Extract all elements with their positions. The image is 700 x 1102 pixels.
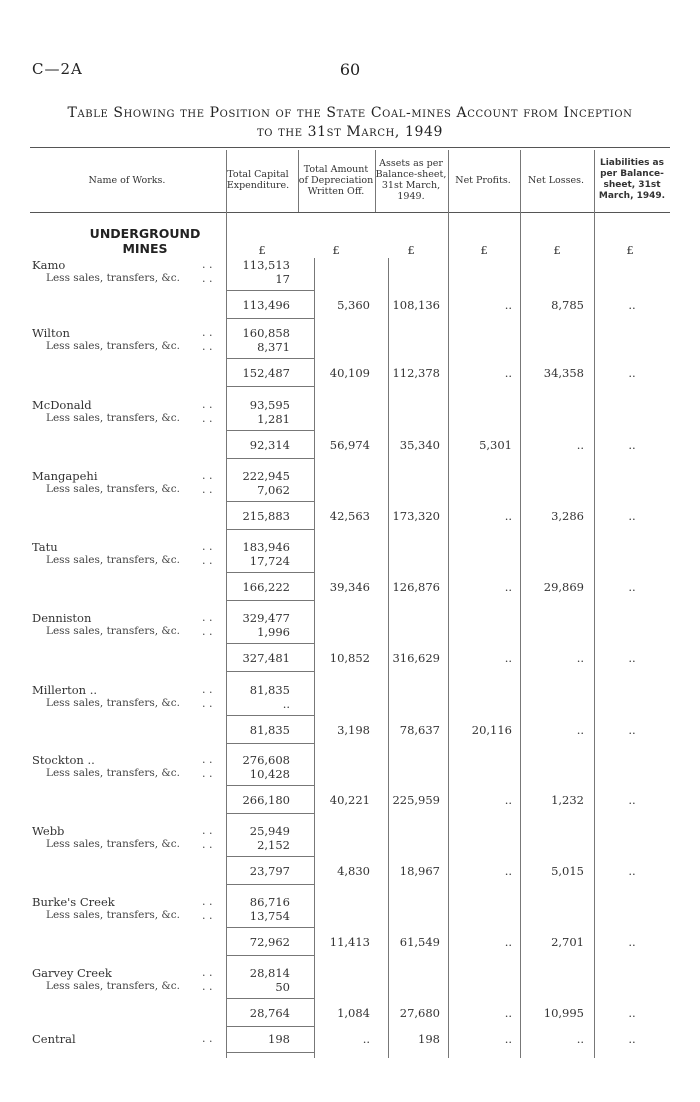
depreciation: 5,360 [337,298,370,312]
mine-name: Kamo [32,258,66,272]
leader-dots: . . [202,326,213,339]
currency-symbol: £ [480,243,488,257]
leader-dots: . . [202,554,213,567]
net-loss: .. [576,723,584,737]
liabilities: .. [628,366,636,380]
leader-dots: . . [202,625,213,638]
net-loss: 10,995 [543,1006,584,1020]
mine-name: Burke's Creek [32,895,115,909]
net-profit: .. [504,935,512,949]
liabilities: .. [628,1032,636,1046]
assets: 35,340 [399,438,440,452]
less-sales-value: 2,152 [257,838,290,852]
leader-dots: . . [202,909,213,922]
column-rule [448,150,449,1058]
gross-capital: 25,949 [249,824,290,838]
leader-dots: . . [202,697,213,710]
gross-capital: 93,595 [249,398,290,412]
less-sales-value: 10,428 [249,767,290,781]
depreciation: 42,563 [329,509,370,523]
gross-capital: 276,608 [242,753,290,767]
leader-dots: . . [202,398,213,411]
mine-name: Garvey Creek [32,966,112,980]
net-capital: 81,835 [249,723,290,737]
leader-dots: . . [202,412,213,425]
net-capital: 166,222 [242,580,290,594]
liabilities: .. [628,651,636,665]
subtotal-rule-bottom [226,813,314,814]
net-loss: .. [576,1032,584,1046]
subtotal-rule-bottom [226,529,314,530]
net-loss: 2,701 [551,935,584,949]
net-profit: .. [504,509,512,523]
net-profit: 20,116 [471,723,512,737]
leader-dots: . . [202,483,213,496]
subtotal-rule-top [226,998,314,999]
less-sales-label: Less sales, transfers, &c. [46,554,180,566]
less-sales-label: Less sales, transfers, &c. [46,767,180,779]
mine-name: Wilton [32,326,70,340]
net-profit: 5,301 [479,438,512,452]
net-capital: 113,496 [242,298,290,312]
subtotal-rule-bottom [226,600,314,601]
column-rule [298,150,299,212]
subtotal-rule-bottom [226,743,314,744]
subtotal-rule-bottom [226,884,314,885]
column-rule [375,150,376,212]
liabilities: .. [628,935,636,949]
col-header-depreciation: Total Amount of Depreciation Written Off. [298,163,374,197]
currency-symbol: £ [553,243,561,257]
net-profit: .. [504,366,512,380]
less-sales-value: 1,281 [257,412,290,426]
liabilities: .. [628,509,636,523]
gross-capital: 113,513 [242,258,290,272]
net-capital: 92,314 [249,438,290,452]
col-header-losses: Net Losses. [527,174,585,186]
gross-capital: 183,946 [242,540,290,554]
assets: 198 [418,1032,440,1046]
subtotal-rule-bottom [226,386,314,387]
less-sales-value: 17,724 [249,554,290,568]
currency-symbol: £ [407,243,415,257]
depreciation: 1,084 [337,1006,370,1020]
mine-name: Central [32,1032,76,1046]
col-header-name: Name of Works. [88,174,166,186]
assets: 108,136 [392,298,440,312]
net-capital: 327,481 [242,651,290,665]
gross-capital: 81,835 [249,683,290,697]
less-sales-value: 1,996 [257,625,290,639]
subtotal-rule-top [226,643,314,644]
mine-name: Tatu [32,540,58,554]
liabilities: .. [628,723,636,737]
mine-name: McDonald [32,398,92,412]
net-loss: 34,358 [543,366,584,380]
depreciation: 10,852 [329,651,370,665]
depreciation: 3,198 [337,723,370,737]
net-loss: 3,286 [551,509,584,523]
net-capital: 266,180 [242,793,290,807]
leader-dots: . . [202,767,213,780]
header-rule-bottom [30,212,670,213]
currency-symbol: £ [258,243,266,257]
less-sales-value: 8,371 [257,340,290,354]
leader-dots: . . [202,611,213,624]
less-sales-value: 13,754 [249,909,290,923]
leader-dots: . . [202,683,213,696]
liabilities: .. [628,1006,636,1020]
net-loss: .. [576,438,584,452]
less-sales-label: Less sales, transfers, &c. [46,272,180,284]
net-loss: 1,232 [551,793,584,807]
assets: 112,378 [392,366,440,380]
section-title: UNDERGROUND MINES [89,226,201,256]
gross-capital: 222,945 [242,469,290,483]
subtotal-rule-top [226,927,314,928]
net-profit: .. [504,298,512,312]
net-loss: 29,869 [543,580,584,594]
depreciation: 56,974 [329,438,370,452]
col-header-profits: Net Profits. [455,174,511,186]
subtotal-rule-top [226,715,314,716]
depreciation: 4,830 [337,864,370,878]
net-capital: 152,487 [242,366,290,380]
col-header-liabilities: Liabilities as per Balance-sheet, 31st March, 1949. [598,158,666,201]
leader-dots: . . [202,753,213,766]
leader-dots: . . [202,895,213,908]
net-profit: .. [504,1006,512,1020]
net-profit: .. [504,580,512,594]
less-sales-label: Less sales, transfers, &c. [46,909,180,921]
net-capital: 23,797 [249,864,290,878]
subtotal-rule-bottom [226,1052,314,1053]
less-sales-label: Less sales, transfers, &c. [46,483,180,495]
column-rule [594,150,595,1058]
liabilities: .. [628,580,636,594]
subtotal-rule-bottom [226,1026,314,1027]
leader-dots: . . [202,838,213,851]
page-ref: C—2A [32,60,83,78]
less-sales-value: 50 [275,980,290,994]
net-profit: .. [504,1032,512,1046]
less-sales-label: Less sales, transfers, &c. [46,412,180,424]
assets: 61,549 [399,935,440,949]
liabilities: .. [628,298,636,312]
gross-capital: 160,858 [242,326,290,340]
net-capital: 198 [268,1032,290,1046]
title-line-1: Table Showing the Position of the State Coal-mines Account from Inception [67,105,633,121]
net-loss: .. [576,651,584,665]
assets: 18,967 [399,864,440,878]
assets: 126,876 [392,580,440,594]
subtotal-rule-top [226,856,314,857]
net-capital: 215,883 [242,509,290,523]
subtotal-rule-bottom [226,955,314,956]
mine-name: Denniston [32,611,92,625]
less-sales-label: Less sales, transfers, &c. [46,625,180,637]
assets: 316,629 [392,651,440,665]
depreciation: 11,413 [329,935,370,949]
liabilities: .. [628,438,636,452]
gross-capital: 329,477 [242,611,290,625]
leader-dots: . . [202,824,213,837]
header-rule-top [30,147,670,148]
col-header-capital: Total Capital Expenditure. [226,169,290,191]
leader-dots: . . [202,980,213,993]
net-profit: .. [504,864,512,878]
currency-symbol: £ [332,243,340,257]
leader-dots: . . [202,340,213,353]
depreciation: .. [362,1032,370,1046]
subtotal-rule-bottom [226,671,314,672]
mine-name: Webb [32,824,65,838]
assets: 27,680 [399,1006,440,1020]
subtotal-rule-top [226,290,314,291]
less-sales-value: .. [282,697,290,711]
page-number: 60 [339,60,361,79]
title-line-2: to the 31st March, 1949 [256,124,444,140]
assets: 225,959 [392,793,440,807]
net-loss: 5,015 [551,864,584,878]
leader-dots: . . [202,540,213,553]
subtotal-rule-bottom [226,458,314,459]
assets: 78,637 [399,723,440,737]
mine-name: Millerton .. [32,683,98,697]
table-title [20,104,680,142]
less-sales-label: Less sales, transfers, &c. [46,340,180,352]
leader-dots: . . [202,966,213,979]
leader-dots: . . [202,258,213,271]
subtotal-rule-top [226,430,314,431]
liabilities: .. [628,793,636,807]
subtotal-rule-top [226,572,314,573]
gross-capital: 86,716 [249,895,290,909]
currency-symbol: £ [626,243,634,257]
net-profit: .. [504,651,512,665]
subtotal-rule-top [226,785,314,786]
column-rule [520,150,521,1058]
depreciation: 39,346 [329,580,370,594]
assets: 173,320 [392,509,440,523]
subtotal-rule-top [226,358,314,359]
less-sales-label: Less sales, transfers, &c. [46,838,180,850]
depreciation: 40,221 [329,793,370,807]
net-profit: .. [504,793,512,807]
net-capital: 72,962 [249,935,290,949]
less-sales-label: Less sales, transfers, &c. [46,980,180,992]
mine-name: Mangapehi [32,469,98,483]
subtotal-rule-top [226,501,314,502]
col-header-assets: Assets as per Balance-sheet, 31st March, 1949. [375,158,447,202]
subtotal-rule-bottom [226,318,314,319]
net-loss: 8,785 [551,298,584,312]
net-capital: 28,764 [249,1006,290,1020]
depreciation: 40,109 [329,366,370,380]
gross-capital: 28,814 [249,966,290,980]
less-sales-value: 17 [275,272,290,286]
leader-dots: . . [202,469,213,482]
less-sales-label: Less sales, transfers, &c. [46,697,180,709]
liabilities: .. [628,864,636,878]
mine-name: Stockton .. [32,753,95,767]
leader-dots: . . [202,1032,213,1045]
less-sales-value: 7,062 [257,483,290,497]
leader-dots: . . [202,272,213,285]
